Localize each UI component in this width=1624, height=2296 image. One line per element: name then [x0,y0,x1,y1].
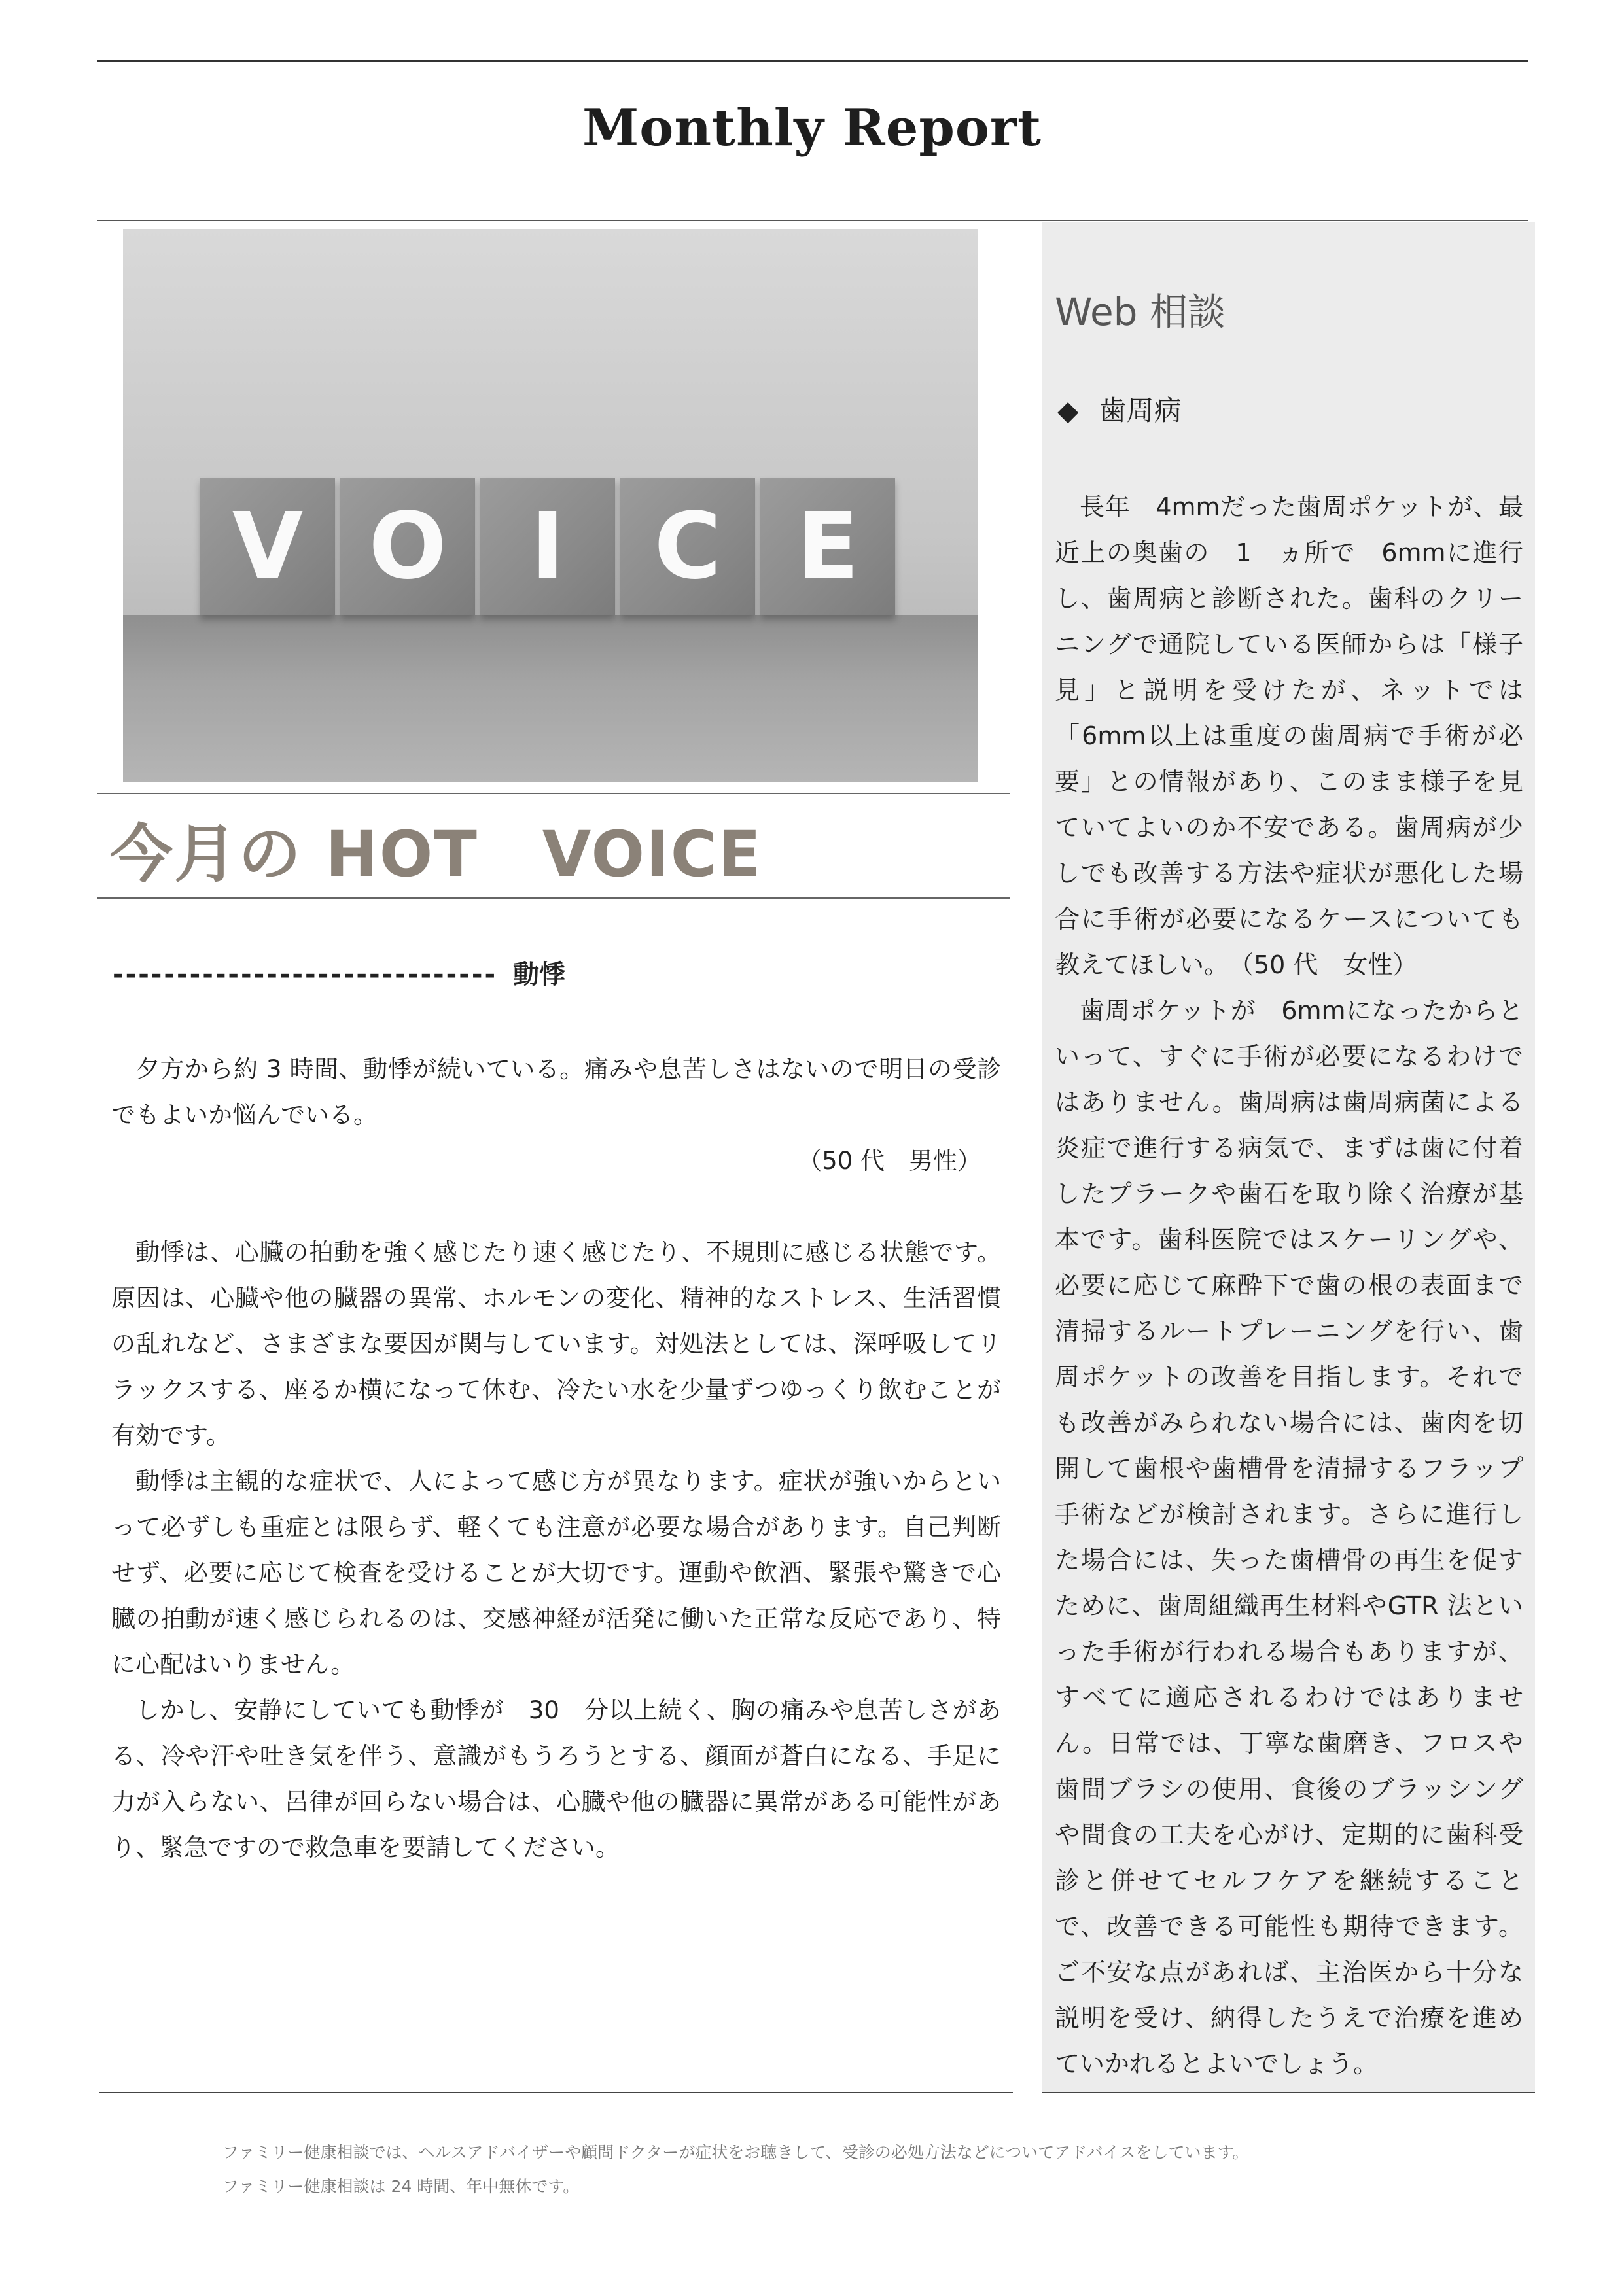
bottom-rule-right [1042,2092,1535,2093]
top-rule [97,60,1528,62]
voice-blocks [200,478,895,615]
hero-table-surface [123,615,978,782]
web-consult-topic-row [1057,389,1182,428]
voice-block-letter: O [340,478,475,615]
hot-voice-title: 今月の HOT VOICE [110,818,762,891]
diamond-bullet-icon: ◆ [1057,394,1079,426]
hot-voice-answer [111,1230,1001,1871]
answer-paragraph: 動悸は主観的な症状で、人によって感じ方が異なります。症状が強いからといって必ずしも重症とは限らず、軽くても注意が必要な場合があります。自己判断せず、必要に応じて検査を受けることが大切です。運動や飲酒、緊張や驚きで心臓の拍動が速く感じられるのは、交感神経が活発に働いた正常な反応であり、特に心配はいりません。 [111,1467,1001,1679]
answer-paragraph: しかし、安静にしていても動悸が 30 分以上続く、胸の痛みや息苦しさがある、冷や汗や吐き気を伴う、意識がもうろうとする、顔面が蒼白になる、手足に力が入らない、呂律が回らない場合は、心臓や他の臓器に異常がある可能性があり、緊急ですので救急車を要請してください。 [111,1696,1001,1862]
footer-note [222,2136,1249,2204]
voice-block-letter: E [760,478,895,615]
footer-line: ファミリー健康相談は 24 時間、年中無休です。 [222,2177,580,2196]
hot-voice-question: 夕方から約 3 時間、動悸が続いている。痛みや息苦しさはないので明日の受診でもよいか悩んでいる。 [111,1055,1001,1129]
web-consult-topic: 歯周病 [1099,394,1182,426]
hot-voice-topic: 動悸 [513,960,566,990]
hot-voice-top-rule [97,793,1010,794]
voice-hero-image [123,229,978,782]
answer-paragraph: 動悸は、心臓の拍動を強く感じたり速く感じたり、不規則に感じる状態です。原因は、心臓や他の臓器の異常、ホルモンの変化、精神的なストレス、生活習慣の乱れなど、さまざまな要因が関与しています。対処法としては、深呼吸してリラックスする、座るか横になって休む、冷たい水を少量ずつゆっくり飲むことが有効です。 [111,1238,1001,1450]
voice-block-letter: I [480,478,615,615]
voice-block-letter: C [620,478,755,615]
web-consult-question: 長年 4mmだった歯周ポケットが、最近上の奥歯の 1 ヵ所で 6mmに進行し、歯周病と診断された。歯科のクリーニングで通院している医師からは「様子見」と説明を受けたが、ネットでは「6mm以上は重度の歯周病で手術が必要」との情報があり、このまま様子を見ていてよいのか不安である。歯周病が少しでも改善する方法や症状が悪化した場合に手術が必要になるケースについても教えてほしい。 （50 代 女性） [1055,493,1523,979]
hot-voice-question-signature: （50 代 男性） [798,1147,981,1175]
web-consult-title: Web 相談 [1055,290,1226,334]
hot-voice-topic-row [113,954,565,991]
masthead-bottom-rule [97,220,1528,221]
footer-line: ファミリー健康相談では、ヘルスアドバイザーや顧問ドクターが症状をお聴きして、受診の必処方法などについてアドバイスをしています。 [222,2143,1249,2162]
voice-block-letter: V [200,478,335,615]
web-consult-answer: 歯周ポケットが 6mmになったからといって、すぐに手術が必要になるわけではありません。歯周病は歯周病菌による炎症で進行する病気で、まずは歯に付着したプラークや歯石を取り除く治療が基本です。歯科医院ではスケーリングや、必要に応じて麻酔下で歯の根の表面まで清掃するルートプレーニングを行い、歯周ポケットの改善を目指します。それでも改善がみられない場合には、歯肉を切開して歯根や歯槽骨を清掃するフラップ手術などが検討されます。さらに進行した場合には、失った歯槽骨の再生を促すために、歯周組織再生材料やGTR 法といった手術が行われる場合もありますが、すべてに適応されるわけではありません。日常では、丁寧な歯磨き、フロスや歯間ブラシの使用、食後のブラッシングや間食の工夫を心がけ、定期的に歯科受診と併せてセルフケアを継続することで、改善できる可能性も期待できます。ご不安な点があれば、主治医から十分な説明を受け、納得したうえで治療を進めていかれるとよいでしょう。 [1055,996,1523,2078]
hot-voice-bottom-rule [97,897,1010,899]
masthead-title: Monthly Report [582,98,1042,158]
topic-dashes: ------------------------------ [113,960,498,990]
bottom-rule-left [99,2092,1013,2093]
